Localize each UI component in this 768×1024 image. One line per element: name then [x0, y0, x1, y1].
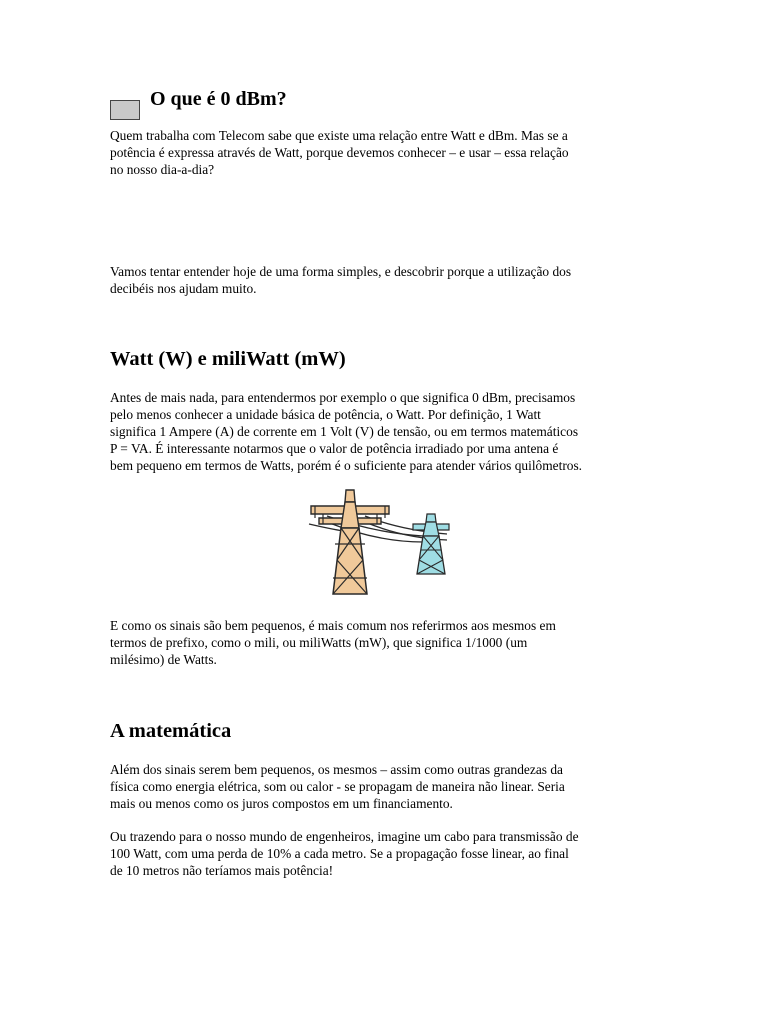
intro2-line: Vamos tentar entender hoje de uma forma simples, e descobrir porque a utilização dos [110, 264, 572, 279]
math-line: mais ou menos como os juros compostos em um financiamento. [110, 796, 453, 811]
intro-line: Quem trabalha com Telecom sabe que existe uma relação entre Watt e dBm. Mas se a [110, 128, 568, 143]
section-heading-watt: Watt (W) e miliWatt (mW) [110, 348, 346, 370]
section-heading-math: A matemática [110, 720, 232, 742]
math-line: física como energia elétrica, som ou calor - se propagam de maneira não linear. Seria [110, 779, 565, 794]
intro-line: no nosso dia-a-dia? [110, 162, 215, 177]
intro-paragraph [110, 127, 670, 178]
intro2-paragraph [110, 263, 670, 297]
math-line: Ou trazendo para o nosso mundo de engenheiros, imagine um cabo para transmissão de [110, 829, 579, 844]
math-line: de 10 metros não teríamos mais potência! [110, 863, 334, 878]
math-line: Além dos sinais serem bem pequenos, os mesmos – assim como outras grandezas da [110, 762, 563, 777]
power-transmission-towers-icon [305, 488, 457, 598]
large-tower [311, 490, 389, 594]
math-paragraph-2 [110, 828, 670, 879]
small-tower [413, 514, 449, 574]
checkbox-placeholder-icon [110, 100, 140, 120]
math-line: 100 Watt, com uma perda de 10% a cada metro. Se a propagação fosse linear, ao final [110, 846, 569, 861]
watt-line: P = VA. É interessante notarmos que o valor de potência irradiado por uma antena é [110, 441, 559, 456]
watt-line: milésimo) de Watts. [110, 652, 217, 667]
watt-line: pelo menos conhecer a unidade básica de potência, o Watt. Por definição, 1 Watt [110, 407, 541, 422]
watt-line: Antes de mais nada, para entendermos por exemplo o que significa 0 dBm, precisamos [110, 390, 576, 405]
watt-line: E como os sinais são bem pequenos, é mais comum nos referirmos aos mesmos em [110, 618, 556, 633]
watt-line: significa 1 Ampere (A) de corrente em 1 Volt (V) de tensão, ou em termos matemáticos [110, 424, 579, 439]
watt-line: bem pequeno em termos de Watts, porém é o suficiente para atender vários quilômetros. [110, 458, 583, 473]
page-title: O que é 0 dBm? [150, 88, 287, 110]
intro-line: potência é expressa através de Watt, porque devemos conhecer – e usar – essa relação [110, 145, 569, 160]
watt-line: termos de prefixo, como o mili, ou miliWatts (mW), que significa 1/1000 (um [110, 635, 528, 650]
watt-paragraph-1 [110, 389, 670, 474]
intro2-line: decibéis nos ajudam muito. [110, 281, 257, 296]
math-paragraph-1 [110, 761, 670, 812]
watt-paragraph-2 [110, 617, 670, 668]
